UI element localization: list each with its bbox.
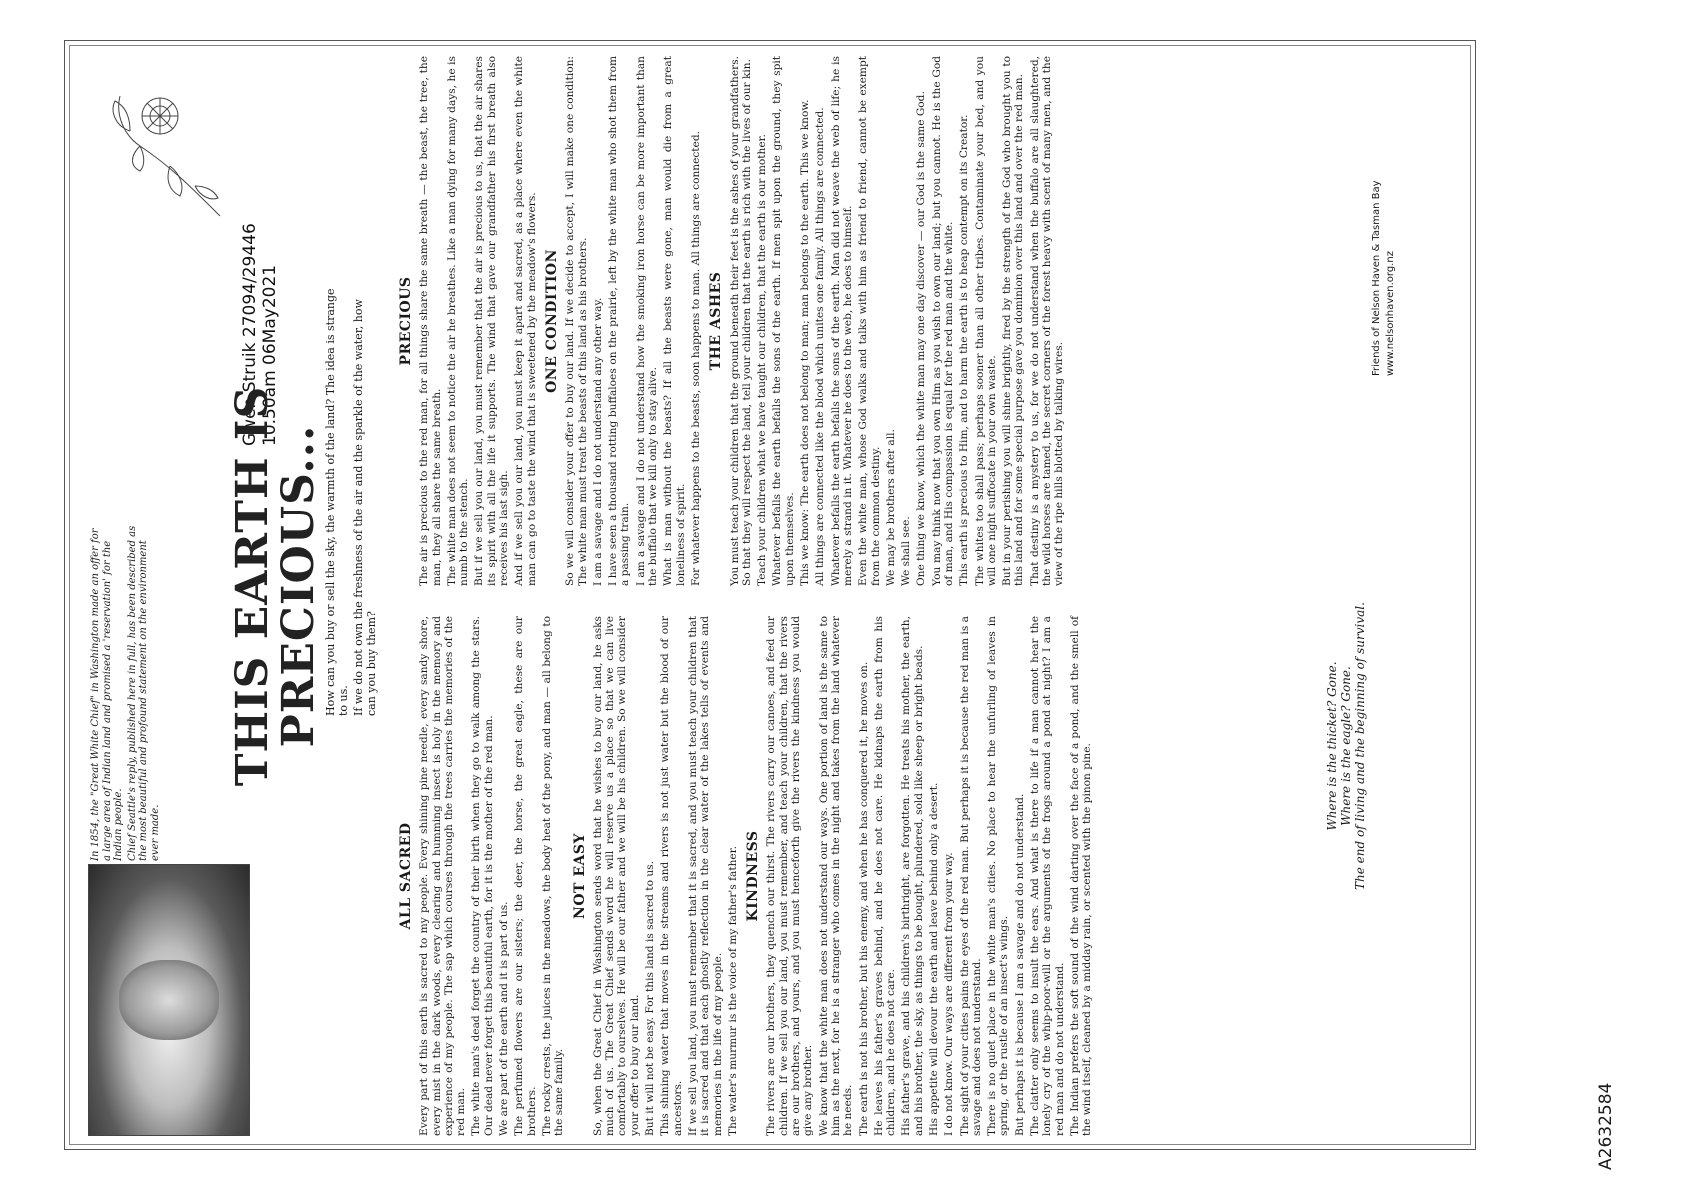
caption-paragraph: Chief Seattle's reply, published here in full, has been described as the most beautiful and profound statement on the environment ever made. (126, 525, 161, 861)
paragraph: Even the white man, whose God walks and talks with him as friend to friend, cannot be exempt from the common destiny. (857, 56, 882, 586)
section-heading-the-ashes: THE ASHES (708, 271, 725, 371)
paragraph: The earth is not his brother, but his enemy, and when he has conquered it, he moves on. (857, 661, 870, 1136)
paragraph: His appetite will devour the earth and leave behind only a desert. (927, 782, 940, 1136)
paragraph: One thing we know, which the white man may one day discover — our God is the same God. (915, 91, 928, 586)
closing-line: The end of living and the beginning of survival. (1353, 602, 1367, 890)
closing-line: Where is the eagle? Gone. (1339, 666, 1353, 826)
paragraph: This shining water that moves in the streams and rivers is not just water but the blood of our ancestors. (659, 616, 684, 1136)
floral-ornament (100, 76, 230, 226)
paragraph: The rivers are our brothers, they quench our thirst. The rivers carry our canoes, and feed our children. If we sell you our land, you must remember, and teach your children, that the rivers are our brothers, and yours, and you must henceforth give the rivers the kindness you would give any brother. (765, 616, 815, 1136)
section-heading-one-condition: ONE CONDITION (543, 249, 560, 393)
paragraph: There is no quiet place in the white man's cities. No place to hear the unfurling of leaves in spring, or the rustle of an insect's wings. (986, 616, 1011, 1136)
column-left (400, 616, 1097, 1136)
paragraph: The water's murmur is the voice of my father's father. (726, 846, 739, 1136)
paragraph: You must teach your children that the ground beneath their feet is the ashes of your grandfathers. So that they will respect the land, tell your children that the earth is rich with the lives of our kin. (728, 56, 753, 586)
paragraph: This earth is precious to Him, and to harm the earth is to heap contempt on its Creator. (958, 114, 971, 586)
caption-paragraph: In 1854, the "Great White Chief" in Washington made an offer for a large area of Indian land and promised a 'reservation' for the Indian people. (90, 528, 124, 861)
stamp-name-line: Gwen Struik 27094/29446 (240, 223, 260, 446)
intro-caption (90, 521, 163, 861)
footer-credit (1370, 116, 1398, 376)
paragraph: Whatever befalls the earth befalls the sons of the earth. Man did not weave the web of life; he is merely a strand in it. Whatever he does to the web, he does to himself. (829, 56, 854, 586)
paragraph: So, when the Great Chief in Washington sends word that he wishes to buy our land, he asks much of us. The Great Chief sends word he will reserve us a place so that we can live comfortably to ourselves. He will be our father and we will be his children. So we will consider your offer to buy our land. (591, 616, 641, 1136)
paragraph: This we know: The earth does not belong to man; man belongs to the earth. This we know. (799, 99, 812, 586)
article-page (70, 46, 1470, 1146)
paragraph: We shall see. (900, 516, 913, 586)
stamp-date-line: 10.50am 06May2021 (260, 264, 280, 446)
closing-line: Where is the thicket? Gone. (1325, 661, 1339, 831)
paragraph: If we sell you land, you must remember that it is sacred, and you must teach your children that it is sacred and that each ghostly reflection in the clear water of the lakes tells of events and memories in the life of my people. (686, 616, 724, 1136)
section-heading-kindness: KINDNESS (745, 830, 762, 922)
footer-org: Friends of Nelson Haven & Tasman Bay (1371, 180, 1382, 376)
paragraph: But in your perishing you will shine brightly, fired by the strength of the God who brought you to this land and for some special purpose gave you dominion over this land and over the red man. (1001, 56, 1026, 586)
paragraph: I am a savage and I do not understand any other way. (591, 297, 604, 586)
paragraph: But perhaps it is because I am a savage and do not understand. (1013, 793, 1026, 1136)
column-right (400, 56, 1069, 586)
paragraph: He leaves his father's graves behind, and he does not care. He kidnaps the earth from his children, and he does not care. (872, 616, 898, 1136)
paragraph: We know that the white man does not understand our ways. One portion of land is the same to him as the next, for he is a stranger who comes in the night and takes from the land whatever he needs. (817, 616, 855, 1136)
intro-paragraph: How can you buy or sell the sky, the warmth of the land? The idea is strange to us. (324, 288, 350, 716)
paragraph: The air is precious to the red man, for all things share the same breath — the beast, the tree, the man, they all share the same breath. (418, 56, 443, 586)
closing-lines (1325, 466, 1367, 1026)
chief-seattle-portrait (88, 864, 250, 1136)
paragraph: Whatever befalls the earth befalls the sons of the earth. If men spit upon the ground, they spit upon themselves. (771, 56, 796, 586)
paragraph: I have seen a thousand rotting buffaloes on the prairie, left by the white man who shot them from a passing train. (607, 56, 632, 586)
paragraph: But if we sell you our land, you must remember that the air is precious to us, that the air shares its spirit with all the life it supports. The wind that gave our grandfather his first breath also receives his last sigh. (473, 56, 511, 586)
paragraph: What is man without the beasts? If all the beasts were gone, man would die from a great loneliness of spirit. (662, 56, 687, 586)
paragraph: I am a savage and I do not understand how the smoking iron horse can be more important than the buffalo that we kill only to stay alive. (634, 56, 660, 586)
paragraph: Teach your children what we have taught our children, that the earth is our mother. (756, 134, 769, 586)
paragraph: Every part of this earth is sacred to my people. Every shining pine needle, every sandy shore, every mist in the dark woods, every clearing and humming insect is holy in the memory and experience of my people. The sap which courses through the trees carries the memories of the red man. (418, 616, 468, 1136)
paragraph: And if we sell you our land, you must keep it apart and sacred, as a place where even the white man can go to taste the wind that is sweetened by the meadow's flowers. (513, 56, 538, 586)
intro-questions (325, 286, 381, 716)
paragraph: The sight of your cities pains the eyes of the red man. But perhaps it is because the red man is a savage and does not understand. (958, 616, 983, 1136)
article-title: THIS EARTH IS PRECIOUS... (227, 385, 324, 787)
paragraph: The white man does not seem to notice the air he breathes. Like a man dying for many days, he is numb to the stench. (445, 56, 471, 586)
section-heading-all-sacred: ALL SACRED (398, 822, 414, 930)
paragraph: His father's grave, and his children's birthright, are forgotten. He treats his mother, the earth, and his brother, the sky, as things to be bought, plundered, sold like sheep or bright beads. (900, 616, 925, 1136)
intro-paragraph: If we do not own the freshness of the air and the sparkle of the water, how can you buy them? (352, 299, 378, 716)
paragraph: The Indian prefers the soft sound of the wind darting over the face of a pond, and the smell of the wind itself, cleaned by a midday rain, or scented with the pinon pine. (1068, 616, 1094, 1136)
paragraph: That destiny is a mystery to us, for we do not understand when the buffalo are all slaughtered, the wild horses are tamed, the secret corners of the forest heavy with scent of many men, and the view of the ripe hills blotted by talking wires. (1028, 56, 1066, 586)
paragraph: The whites too shall pass; perhaps sooner than all other tribes. Contaminate your bed, and you will one night suffocate in your own waste. (973, 56, 998, 586)
paragraph: I do not know. Our ways are different from your way. (943, 852, 956, 1136)
paragraph: The rocky crests, the juices in the meadows, the body heat of the pony, and man — all belong to the same family. (540, 616, 566, 1136)
section-heading-not-easy: NOT EASY (571, 833, 588, 919)
document-id (1596, 1040, 1626, 1180)
paragraph: The white man's dead forget the country of their birth when they go to walk among the stars. Our dead never forget this beautiful earth, for it is the mother of the red man. (470, 616, 495, 1136)
paragraph: For whatever happens to the beasts, soon happens to man. All things are connected. (689, 131, 702, 586)
paragraph: The perfumed flowers are our sisters; the deer, the horse, the great eagle, these are our brothers. (513, 616, 538, 1136)
paragraph: All things are connected like the blood which unites one family. All things are connected. (814, 107, 827, 586)
paragraph: We may be brothers after all. (884, 429, 897, 586)
paragraph: The clatter only seems to insult the ears. And what is there to life if a man cannot hear the lonely cry of the whip-poor-will or the arguments of the frogs around a pond at night? I am a red man and do not understand. (1029, 616, 1066, 1136)
paragraph: We are part of the earth and it is part of us. (498, 901, 511, 1136)
footer-url: www.nelsonhaven.org.nz (1385, 251, 1396, 376)
section-heading-precious: PRECIOUS (398, 276, 414, 366)
document-id-text: A2632584 (1596, 1082, 1616, 1170)
paragraph: You may think now that you own Him as you wish to own our land; but you cannot. He is the God of man, and His compassion is equal for the red man and the white. (930, 56, 955, 586)
paragraph: So we will consider your offer to buy our land. If we decide to accept, I will make one condition: The white man must treat the beasts of this land as his brothers. (564, 56, 589, 586)
paragraph: But it will not be easy. For this land is sacred to us. (644, 861, 657, 1136)
portrait-face (119, 960, 219, 1040)
